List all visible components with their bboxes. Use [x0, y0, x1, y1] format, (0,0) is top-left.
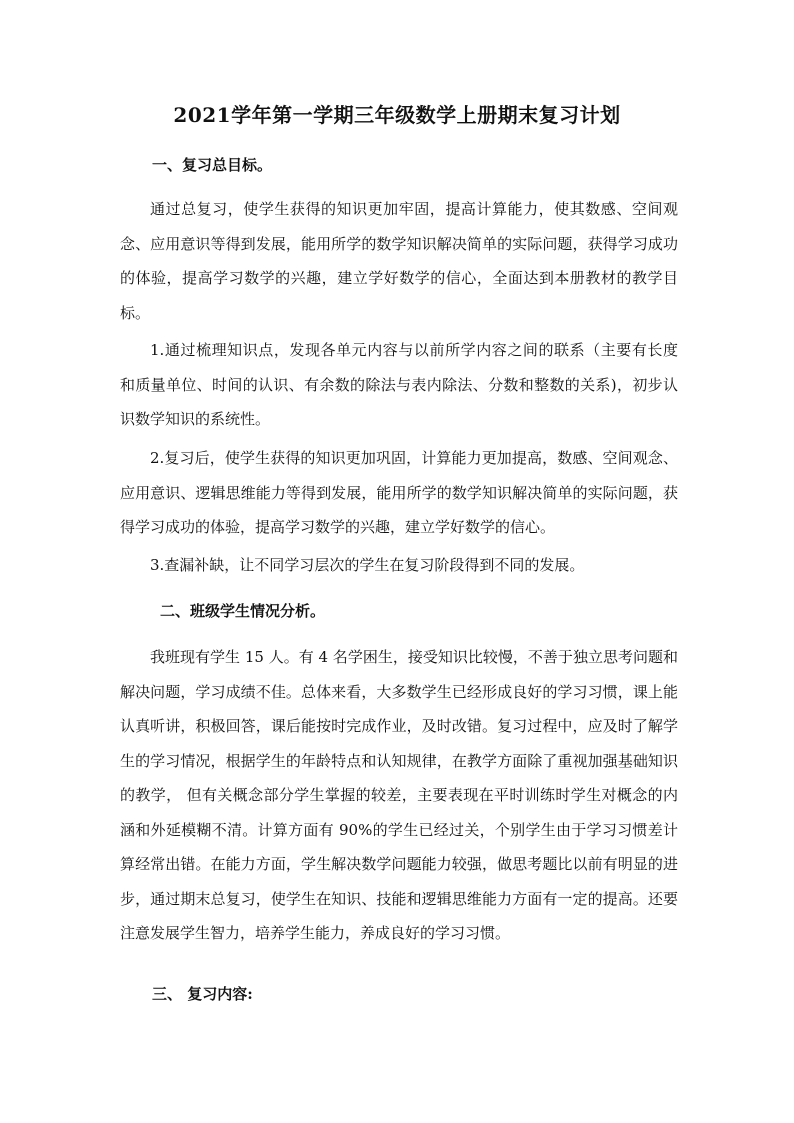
paragraph-goal-2: 2.复习后，使学生获得的知识更加巩固，计算能力更加提高，数感、空间观念、应用意识、逻辑思维能力等得到发展，能用所学的数学知识解决简单的实际问题，获得学习成功的体验，提高学习数学的兴趣，建立学好数学的信心。 — [120, 449, 678, 536]
paragraph-goal-3: 3.查漏补缺，让不同学习层次的学生在复习阶段得到不同的发展。 — [150, 556, 585, 574]
paragraph-goal-1: 1.通过梳理知识点，发现各单元内容与以前所学内容之间的联系（主要有长度 和质量单位、时间的认识、有余数的除法与表内除法、分数和整数的关系)，初步认识数学知识的系统性。 — [120, 341, 678, 428]
section-heading-class-analysis: 二、班级学生情况分析。 — [160, 602, 326, 620]
paragraph-goals-overview: 通过总复习，使学生获得的知识更加牢固，提高计算能力，使其数感、空间观念、应用意识等得到发展，能用所学的数学知识解决简单的实际问题，获得学习成功的体验，提高学习数学的兴趣，建立学好数学的信心，全面达到本册教材的教学目标。 — [120, 200, 678, 322]
document-title: 2021学年第一学期三年级数学上册期末复习计划 — [173, 103, 621, 127]
section-heading-review-content: 三、 复习内容: — [152, 985, 253, 1003]
paragraph-class-analysis: 我班现有学生 15 人。有 4 名学困生，接受知识比较慢，不善于独立思考问题和解决问题，学习成绩不佳。总体来看，大多数学生已经形成良好的学习习惯，课上能认真听讲，积极回答，课后能按时完成作业，及时改错。复习过程中，应及时了解学生的学习情况，根据学生的年龄特点和认知规律，在教学方面除了重视加强基础知识的教学， 但有关概念部分学生掌握的较差，主要表现在平时训练时学生对概念的内涵和外延模糊不清。计算方面有 90%的学生已经过关，个别学生由于学习习惯差计算经常出错。在能力方面，学生解决数学问题能力较强，做思考题比以前有明显的进步，通过期末总复习，使学生在知识、技能和逻辑思维能力方面有一定的提高。还要注意发展学生智力，培养学生能力，养成良好的学习习惯。 — [120, 648, 678, 942]
section-heading-goals: 一、复习总目标。 — [152, 156, 273, 174]
